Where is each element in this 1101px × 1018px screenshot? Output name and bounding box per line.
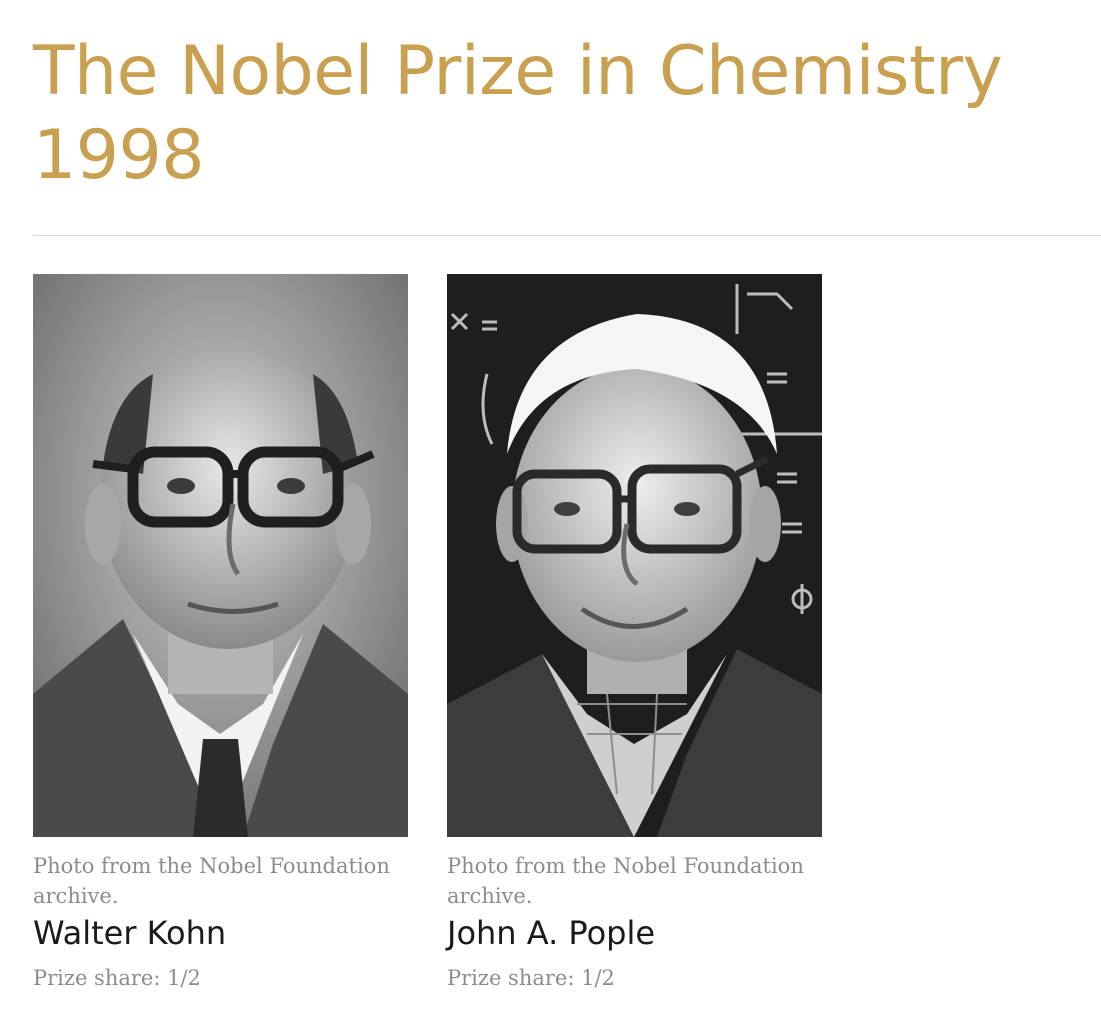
laureate-card-pople <box>447 274 822 993</box>
page-title <box>33 30 1093 198</box>
photo-caption-kohn: Photo from the Nobel Foundation archive. <box>33 854 390 908</box>
prize-share-kohn: Prize share: 1/2 <box>33 966 201 990</box>
page-title-year: 1998 <box>33 116 205 195</box>
laureate-name-kohn[interactable]: Walter Kohn <box>33 914 227 952</box>
portrait-pople-graphic <box>447 274 822 837</box>
laureate-photo-kohn[interactable] <box>33 274 408 837</box>
title-divider <box>33 235 1101 236</box>
laureate-photo-pople[interactable] <box>447 274 822 837</box>
photo-caption-pople: Photo from the Nobel Foundation archive. <box>447 854 804 908</box>
portrait-kohn-graphic <box>33 274 408 837</box>
page-title-line1: The Nobel Prize in Chemistry <box>33 32 1003 111</box>
laureate-name-pople[interactable]: John A. Pople <box>447 914 656 952</box>
prize-share-pople: Prize share: 1/2 <box>447 966 615 990</box>
laureate-card-kohn <box>33 274 408 993</box>
